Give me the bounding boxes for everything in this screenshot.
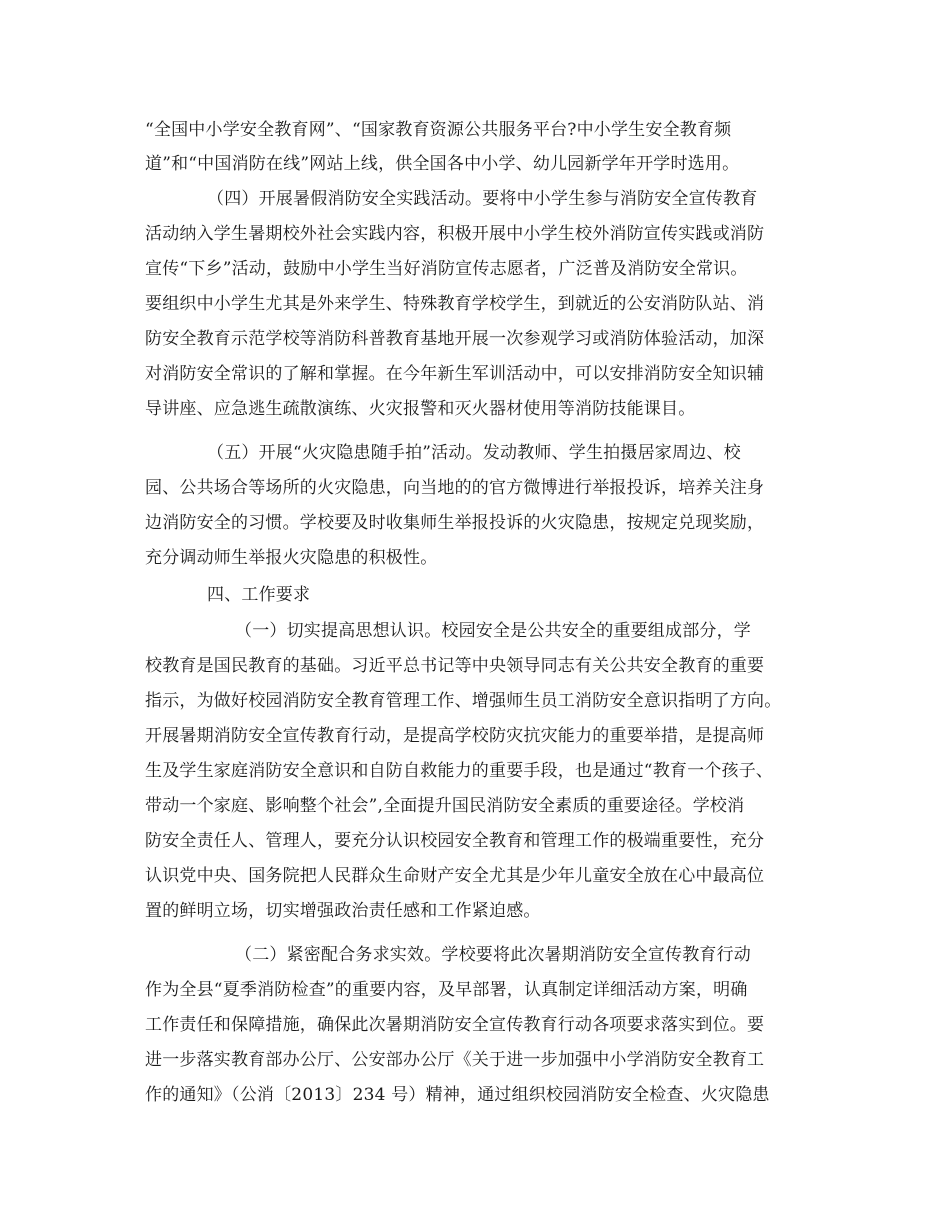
text-line: 要组织中小学生尤其是外来学生、特殊教育学校学生，到就近的公安消防队站、消 xyxy=(145,294,765,314)
text-line: 校教育是国民教育的基础。习近平总书记等中央领导同志有关公共安全教育的重要 xyxy=(145,656,765,676)
text-line: 导讲座、应急逃生疏散演练、火灾报警和灭火器材使用等消防技能课目。 xyxy=(145,399,696,419)
text-line: 防安全教育示范学校等消防科普教育基地开展一次参观学习或消防体验活动，加深 xyxy=(145,329,765,349)
text-line: （四）开展暑假消防安全实践活动。要将中小学生参与消防安全宣传教育 xyxy=(207,189,758,209)
text-line: 对消防安全常识的了解和掌握。在今年新生军训活动中，可以安排消防安全知识辅 xyxy=(145,364,765,384)
text-line: （一）切实提高思想认识。校园安全是公共安全的重要组成部分，学 xyxy=(235,621,751,641)
text-line: （五）开展“火灾隐患随手拍”活动。发动教师、学生拍摄居家周边、校 xyxy=(207,443,741,463)
text-line: 活动纳入学生暑期校外社会实践内容，积极开展中小学生校外消防宣传实践或消防 xyxy=(145,224,765,244)
text-line: 防安全责任人、管理人，要充分认识校园安全教育和管理工作的极端重要性，充分 xyxy=(145,831,765,851)
text-line: 置的鲜明立场，切实增强政治责任感和工作紧迫感。 xyxy=(145,901,541,921)
text-line: 充分调动师生举报火灾隐患的积极性。 xyxy=(145,548,438,568)
text-line: 工作责任和保障措施，确保此次暑期消防安全宣传教育行动各项要求落实到位。要 xyxy=(145,1015,765,1035)
text-line: 园、公共场合等场所的火灾隐患，向当地的的官方微博进行举报投诉，培养关注身 xyxy=(145,478,765,498)
text-line: 边消防安全的习惯。学校要及时收集师生举报投诉的火灾隐患，按规定兑现奖励， xyxy=(145,513,765,533)
text-line: 作的通知》（公消〔2013〕234 号）精神，通过组织校园消防安全检查、火灾隐患 xyxy=(145,1085,770,1105)
text-line: 生及学生家庭消防安全意识和自防自救能力的重要手段，也是通过“教育一个孩子、 xyxy=(145,761,774,781)
text-line: 进一步落实教育部办公厅、公安部办公厅《关于进一步加强中小学消防安全教育工 xyxy=(145,1050,765,1070)
text-line: 认识党中央、国务院把人民群众生命财产安全尤其是少年儿童安全放在心中最高位 xyxy=(145,866,765,886)
text-line: 带动一个家庭、影响整个社会”,全面提升国民消防安全素质的重要途径。学校消 xyxy=(145,796,745,816)
text-line: “全国中小学安全教育网”、“国家教育资源公共服务平台?中小学生安全教育频 xyxy=(145,120,732,140)
text-line: 指示，为做好校园消防安全教育管理工作、增强师生员工消防安全意识指明了方向。 xyxy=(145,691,782,711)
text-line: 开展暑期消防安全宣传教育行动，是提高学校防灾抗灾能力的重要举措，是提高师 xyxy=(145,726,765,746)
section-heading: 四、工作要求 xyxy=(207,585,311,605)
text-line: 道”和“中国消防在线”网站上线，供全国各中小学、幼儿园新学年开学时选用。 xyxy=(145,154,740,174)
text-line: （二）紧密配合务求实效。学校要将此次暑期消防安全宣传教育行动 xyxy=(235,945,751,965)
text-line: 宣传“下乡”活动，鼓励中小学生当好消防宣传志愿者，广泛普及消防安全常识。 xyxy=(145,259,748,279)
text-line: 作为全县“夏季消防检查”的重要内容，及早部署，认真制定详细活动方案，明确 xyxy=(145,980,748,1000)
